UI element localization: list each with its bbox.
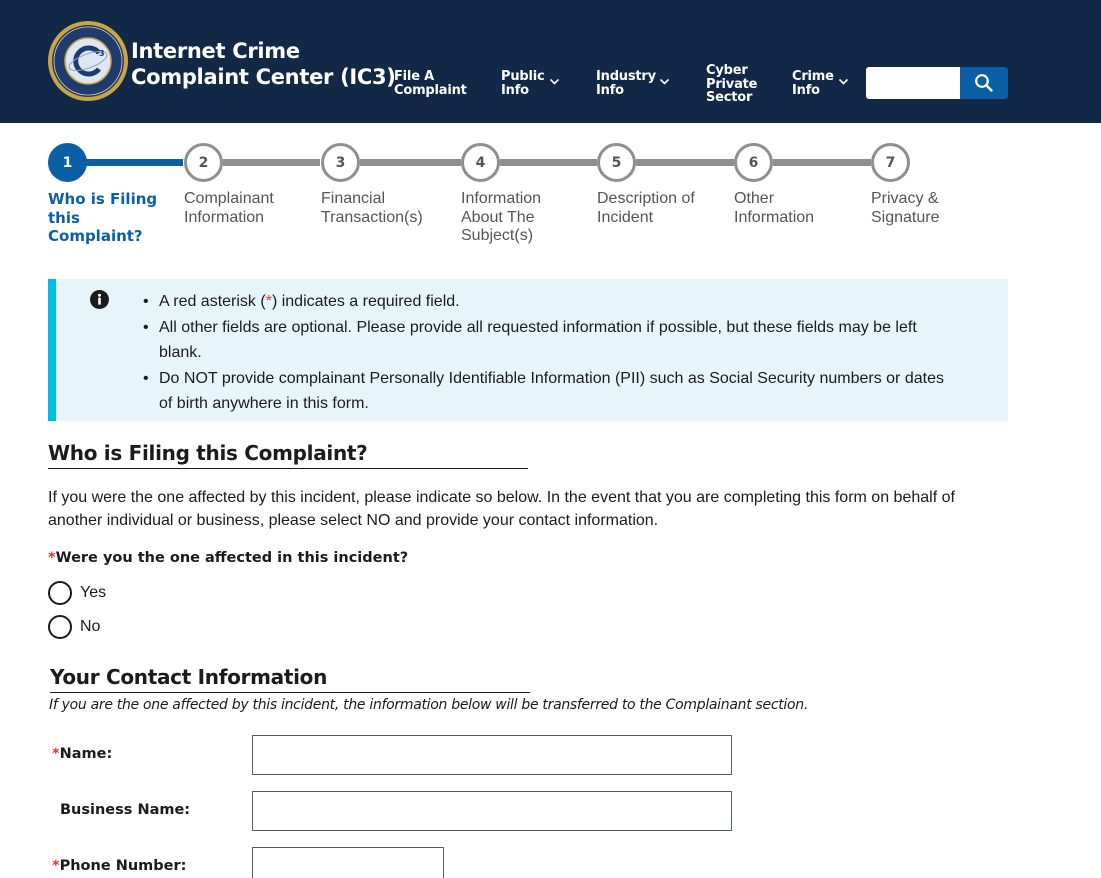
step-3-label[interactable]: Financial Transaction(s) bbox=[321, 190, 423, 226]
nav-file-complaint-line2: Complaint bbox=[394, 82, 467, 98]
filing-intro-text: If you were the one affected by this incident, please indicate so below. In the event that you are completing this form on behalf of another individual or business, please select NO and provide your contact information. bbox=[48, 489, 955, 529]
name-label bbox=[52, 746, 112, 762]
nav-cyber-line3: Sector bbox=[706, 90, 753, 105]
step-6-circle[interactable]: 6 bbox=[734, 143, 773, 182]
nav-industry-info[interactable] bbox=[596, 70, 656, 97]
info-alert-item bbox=[159, 289, 959, 315]
info-alert bbox=[48, 279, 1008, 421]
nav-cyber-line2: Private bbox=[706, 76, 758, 92]
ic3-seal-logo[interactable] bbox=[47, 20, 129, 102]
nav-file-complaint[interactable] bbox=[394, 70, 467, 97]
radio-option-yes[interactable] bbox=[48, 581, 106, 605]
site-title[interactable] bbox=[131, 38, 396, 90]
site-header bbox=[0, 0, 1101, 123]
required-asterisk: * bbox=[48, 550, 56, 566]
step-5-circle[interactable]: 5 bbox=[597, 143, 636, 182]
step-2-label[interactable]: Complainant Information bbox=[184, 190, 274, 226]
svg-text:3: 3 bbox=[99, 49, 105, 58]
search-button[interactable] bbox=[960, 67, 1008, 99]
nav-cyber-line1: Cyber bbox=[706, 63, 748, 78]
step-4-circle[interactable]: 4 bbox=[461, 143, 500, 182]
step-2-circle[interactable]: 2 bbox=[184, 143, 223, 182]
nav-crime-info[interactable] bbox=[792, 70, 834, 97]
chevron-down-icon[interactable] bbox=[549, 78, 560, 86]
name-input[interactable] bbox=[252, 735, 732, 775]
section-divider bbox=[50, 692, 530, 693]
required-asterisk: * bbox=[265, 293, 272, 310]
step-connector bbox=[360, 159, 461, 166]
step-1-circle[interactable]: 1 bbox=[48, 143, 87, 182]
nav-public-info-line2: Info bbox=[501, 82, 529, 98]
step-1-label[interactable]: Who is Filing this Complaint? bbox=[48, 190, 158, 245]
nav-file-complaint-line1: File A bbox=[394, 69, 434, 84]
step-connector bbox=[773, 159, 871, 166]
nav-industry-info-line2: Info bbox=[596, 82, 624, 98]
business-name-input[interactable] bbox=[252, 791, 732, 831]
nav-cyber-private-sector[interactable] bbox=[706, 64, 757, 105]
step-5-label[interactable]: Description of Incident bbox=[597, 190, 695, 226]
search-input[interactable] bbox=[866, 67, 961, 99]
site-title-line1: Internet Crime bbox=[131, 39, 300, 63]
step-4-label[interactable]: Information About The Subject(s) bbox=[461, 190, 542, 244]
step-7-circle[interactable]: 7 bbox=[871, 143, 910, 182]
radio-no-label[interactable]: No bbox=[80, 618, 101, 635]
nav-crime-info-line2: Info bbox=[792, 82, 820, 98]
contact-note: If you are the one affected by this incident, the information below will be transferred to the Complainant section. bbox=[49, 697, 809, 713]
section-divider bbox=[48, 468, 528, 469]
chevron-down-icon[interactable] bbox=[838, 78, 849, 86]
phone-label bbox=[52, 858, 186, 874]
step-connector bbox=[223, 159, 320, 166]
name-label-text: Name: bbox=[59, 746, 113, 762]
alert-item1-text: A red asterisk ( bbox=[159, 293, 266, 310]
phone-input[interactable] bbox=[252, 847, 444, 878]
affected-question-text: Were you the one affected in this incident? bbox=[55, 550, 409, 566]
radio-yes-label[interactable]: Yes bbox=[80, 584, 107, 601]
site-title-line2: Complaint Center (IC3) bbox=[131, 65, 396, 89]
info-alert-list bbox=[159, 289, 959, 417]
radio-no[interactable] bbox=[48, 615, 72, 639]
radio-option-no[interactable] bbox=[48, 615, 100, 639]
radio-yes[interactable] bbox=[48, 581, 72, 605]
step-connector bbox=[636, 159, 734, 166]
business-name-label: Business Name: bbox=[60, 802, 191, 818]
info-icon bbox=[90, 290, 109, 309]
nav-crime-info-line1: Crime bbox=[792, 69, 834, 84]
step-7-label[interactable]: Privacy & Signature bbox=[871, 190, 940, 226]
search-icon bbox=[974, 73, 994, 93]
section-title-contact: Your Contact Information bbox=[50, 665, 328, 689]
step-connector bbox=[86, 159, 183, 166]
affected-question-label bbox=[48, 550, 408, 566]
step-connector bbox=[500, 159, 597, 166]
chevron-down-icon[interactable] bbox=[659, 78, 670, 86]
phone-label-text: Phone Number: bbox=[59, 858, 187, 874]
required-asterisk: * bbox=[52, 858, 60, 874]
step-6-label[interactable]: Other Information bbox=[734, 190, 815, 226]
nav-public-info-line1: Public bbox=[501, 69, 545, 84]
alert-item1-text-end: ) indicates a required field. bbox=[271, 293, 460, 310]
section-title-filing: Who is Filing this Complaint? bbox=[48, 441, 368, 465]
step-3-circle[interactable]: 3 bbox=[321, 143, 360, 182]
info-alert-item: • Do NOT provide complainant Personally Identifiable Information (PII) such as Social Security numbers or dates of birth anywhere in this form. bbox=[159, 366, 959, 417]
nav-public-info[interactable] bbox=[501, 70, 545, 97]
required-asterisk: * bbox=[52, 746, 60, 762]
info-alert-item: • All other fields are optional. Please provide all requested information if possible, but these fields may be left blank. bbox=[159, 315, 959, 366]
nav-industry-info-line1: Industry bbox=[596, 69, 656, 84]
